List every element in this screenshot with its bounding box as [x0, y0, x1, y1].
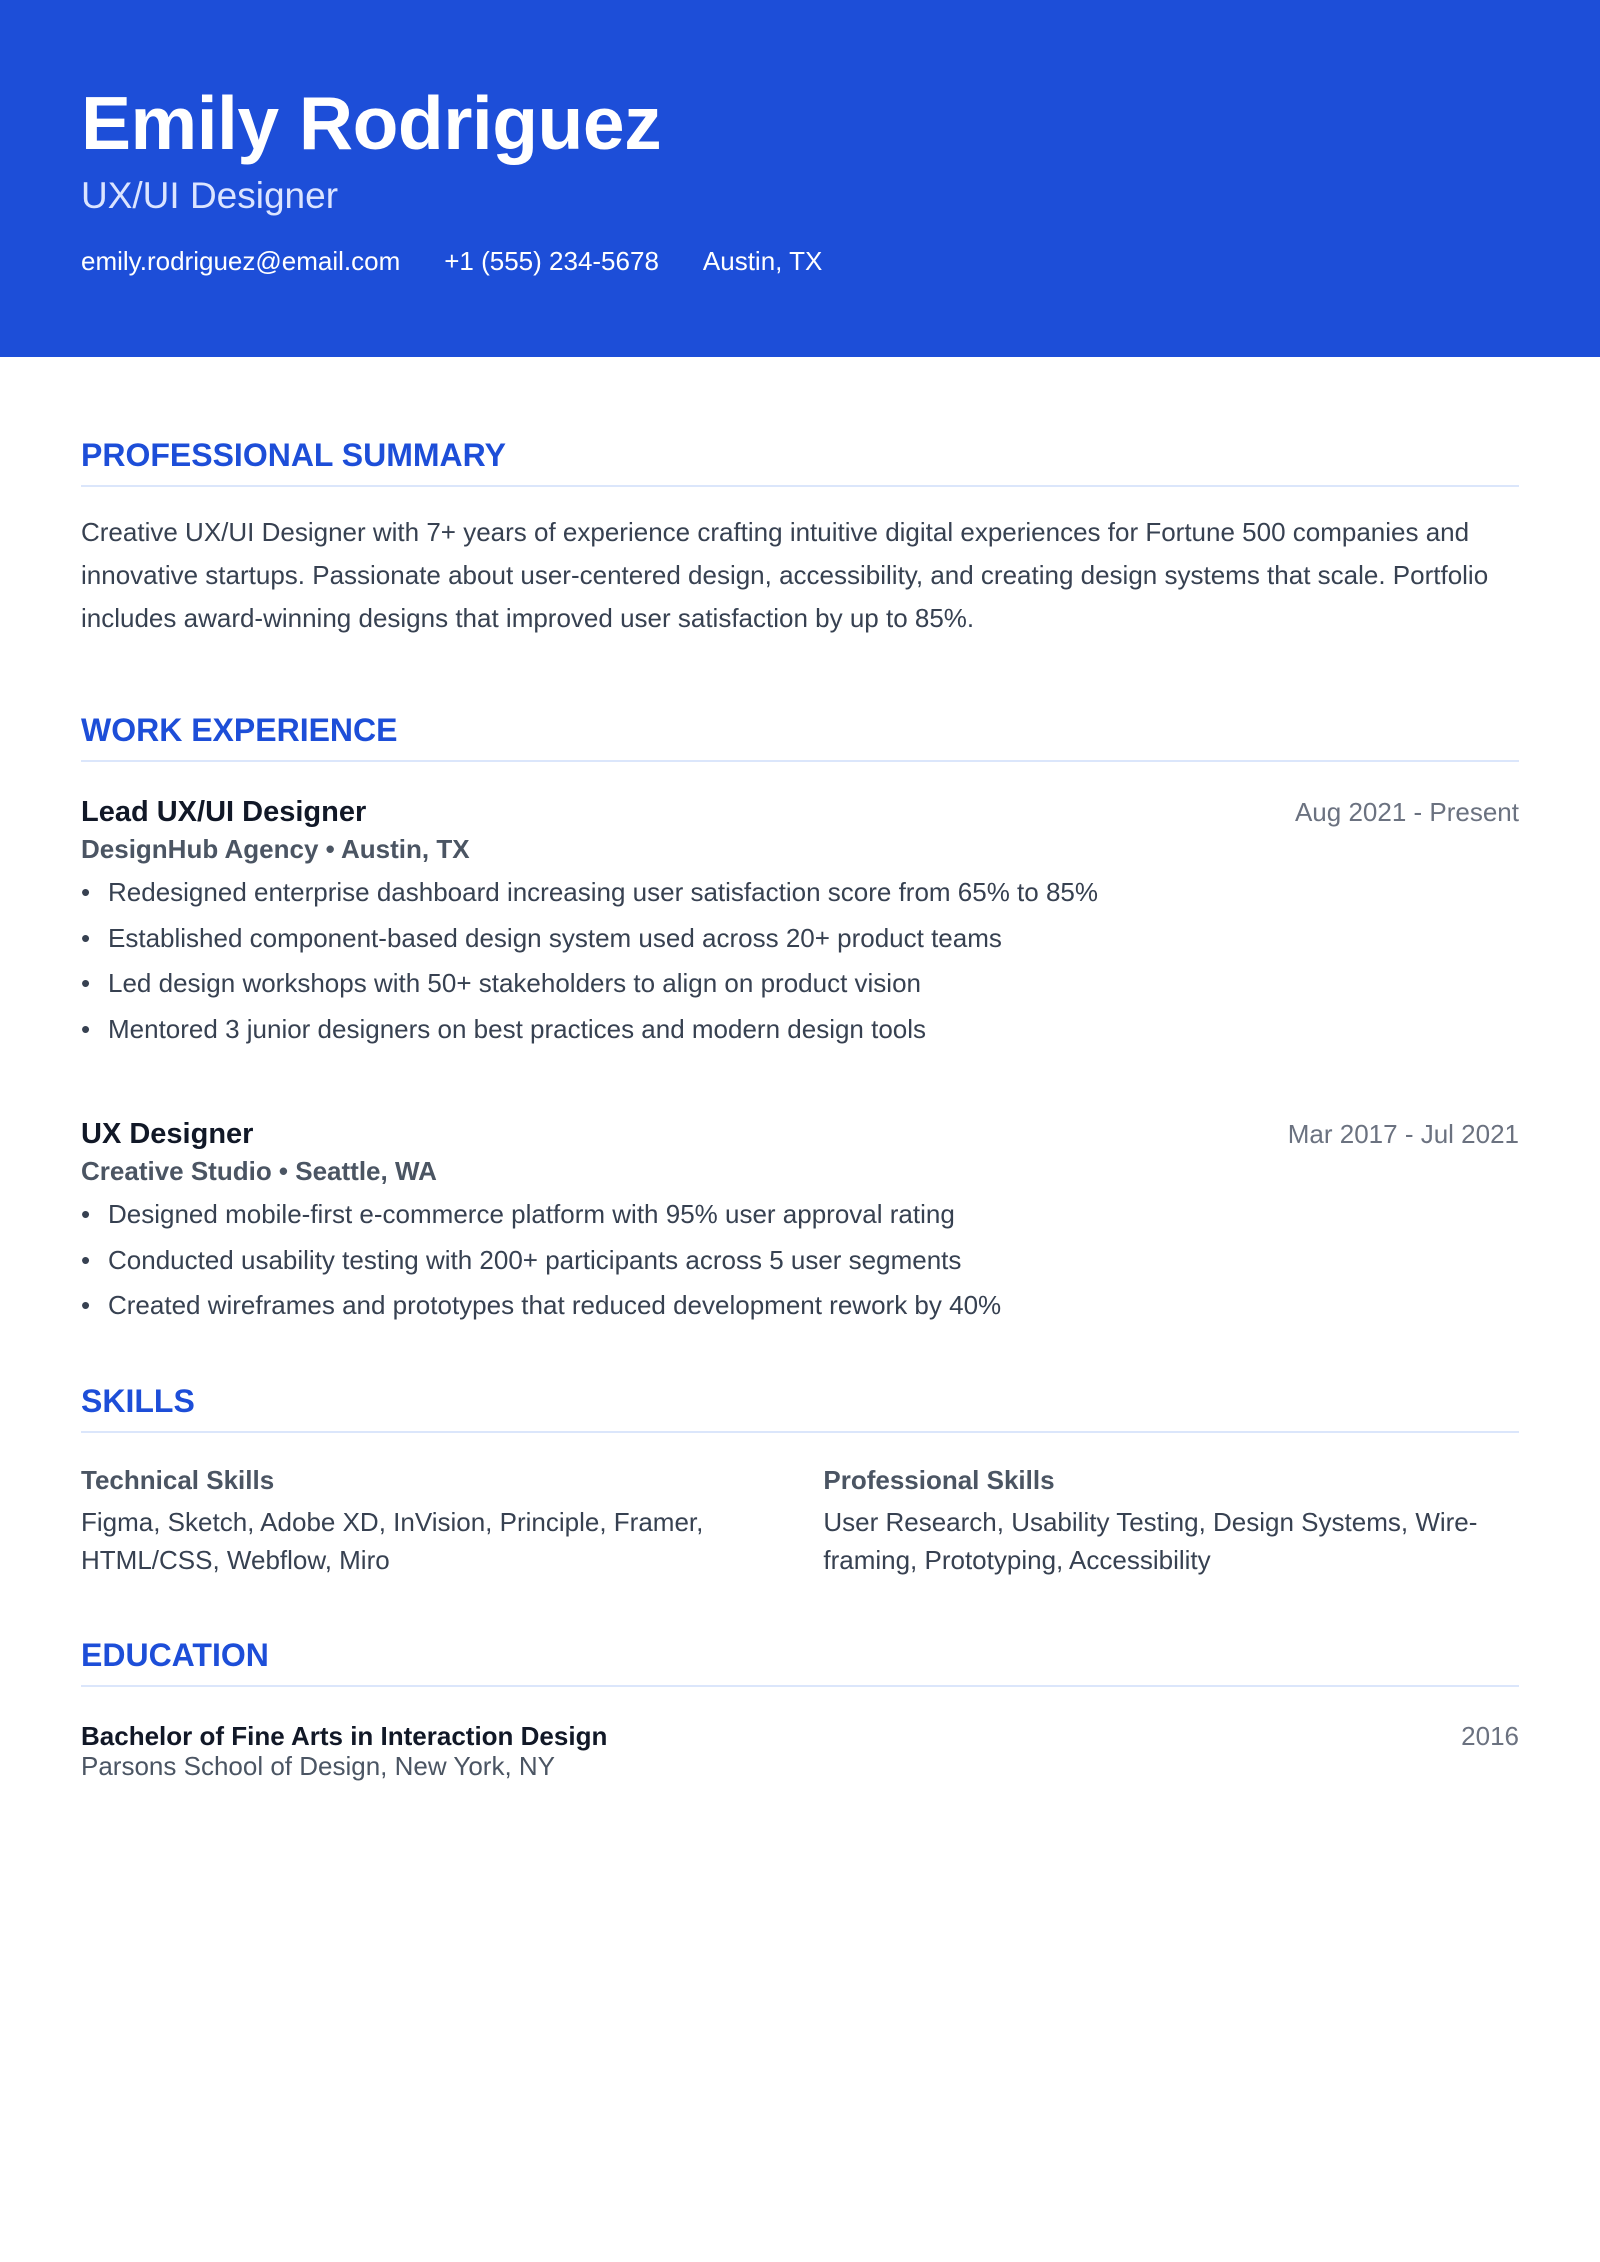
- degree: Bachelor of Fine Arts in Interaction Design: [81, 1720, 608, 1751]
- summary-section: [81, 435, 1519, 640]
- education-section: [81, 1635, 1519, 1781]
- job-dates: Aug 2021 - Present: [1294, 797, 1519, 827]
- section-heading: PROFESSIONAL SUMMARY: [81, 435, 1519, 487]
- work-experience-section: [81, 710, 1519, 1329]
- job-company: Creative Studio • Seattle, WA: [81, 1156, 437, 1186]
- resume-body: [0, 435, 1600, 1781]
- job-company: DesignHub Agency • Austin, TX: [81, 834, 470, 864]
- professional-skills: [823, 1463, 1519, 1579]
- job-dates: Mar 2017 - Jul 2021: [1287, 1119, 1519, 1149]
- graduation-year: 2016: [1461, 1720, 1519, 1751]
- bullet-item: • Conducted usability testing with 200+ participants across 5 user segments: [81, 1238, 1519, 1284]
- bullet-item: • Redesigned enterprise dashboard increasing user satisfaction score from 65% to 85%: [81, 870, 1519, 916]
- location: Austin, TX: [702, 246, 823, 276]
- job-entry: [81, 794, 1519, 1052]
- skills-section: [81, 1381, 1519, 1579]
- job-title: UX/UI Designer: [81, 175, 339, 216]
- summary-text: Creative UX/UI Designer with 7+ years of experience crafting intuitive digital experiences for Fortune 500 companies and innovative startups. Passionate about user-centered design, accessibility, and creating design systems that scale. Portfolio includes award-winning designs that improved user satisfaction by up to 85%.: [81, 517, 1489, 633]
- section-heading: EDUCATION: [81, 1635, 1519, 1687]
- job-position: Lead UX/UI Designer: [81, 796, 367, 828]
- bullet-item: • Designed mobile-first e-commerce platform with 95% user approval rating: [81, 1192, 1519, 1238]
- candidate-name: Emily Rodriguez: [81, 81, 662, 165]
- job-entry: [81, 1116, 1519, 1329]
- skill-list: User Research, Usability Testing, Design Systems, Wireframing, Prototyping, Accessibility: [823, 1506, 1478, 1575]
- bullet-item: • Created wireframes and prototypes that reduced development rework by 40%: [81, 1283, 1519, 1329]
- education-entry: [81, 1721, 1519, 1781]
- job-bullets: [81, 1192, 1519, 1329]
- bullet-item: • Established component-based design system used across 20+ product teams: [81, 916, 1519, 962]
- skill-category-heading: Professional Skills: [823, 1464, 1055, 1495]
- resume-header: [0, 0, 1600, 357]
- bullet-item: • Mentored 3 junior designers on best practices and modern design tools: [81, 1007, 1519, 1053]
- bullet-item: • Led design workshops with 50+ stakeholders to align on product vision: [81, 961, 1519, 1007]
- technical-skills: [81, 1463, 823, 1579]
- email: emily.rodriguez@email.com: [81, 246, 401, 276]
- skill-category-heading: Technical Skills: [81, 1464, 275, 1495]
- section-heading: SKILLS: [81, 1381, 1519, 1433]
- phone: +1 (555) 234-5678: [444, 246, 659, 276]
- school: Parsons School of Design, New York, NY: [81, 1750, 556, 1781]
- skill-list: Figma, Sketch, Adobe XD, InVision, Principle, Framer, HTML/CSS, Webflow, Miro: [81, 1506, 704, 1575]
- job-position: UX Designer: [81, 1118, 254, 1150]
- section-heading: WORK EXPERIENCE: [81, 710, 1519, 762]
- contact-info: [81, 245, 1519, 277]
- job-bullets: [81, 870, 1519, 1052]
